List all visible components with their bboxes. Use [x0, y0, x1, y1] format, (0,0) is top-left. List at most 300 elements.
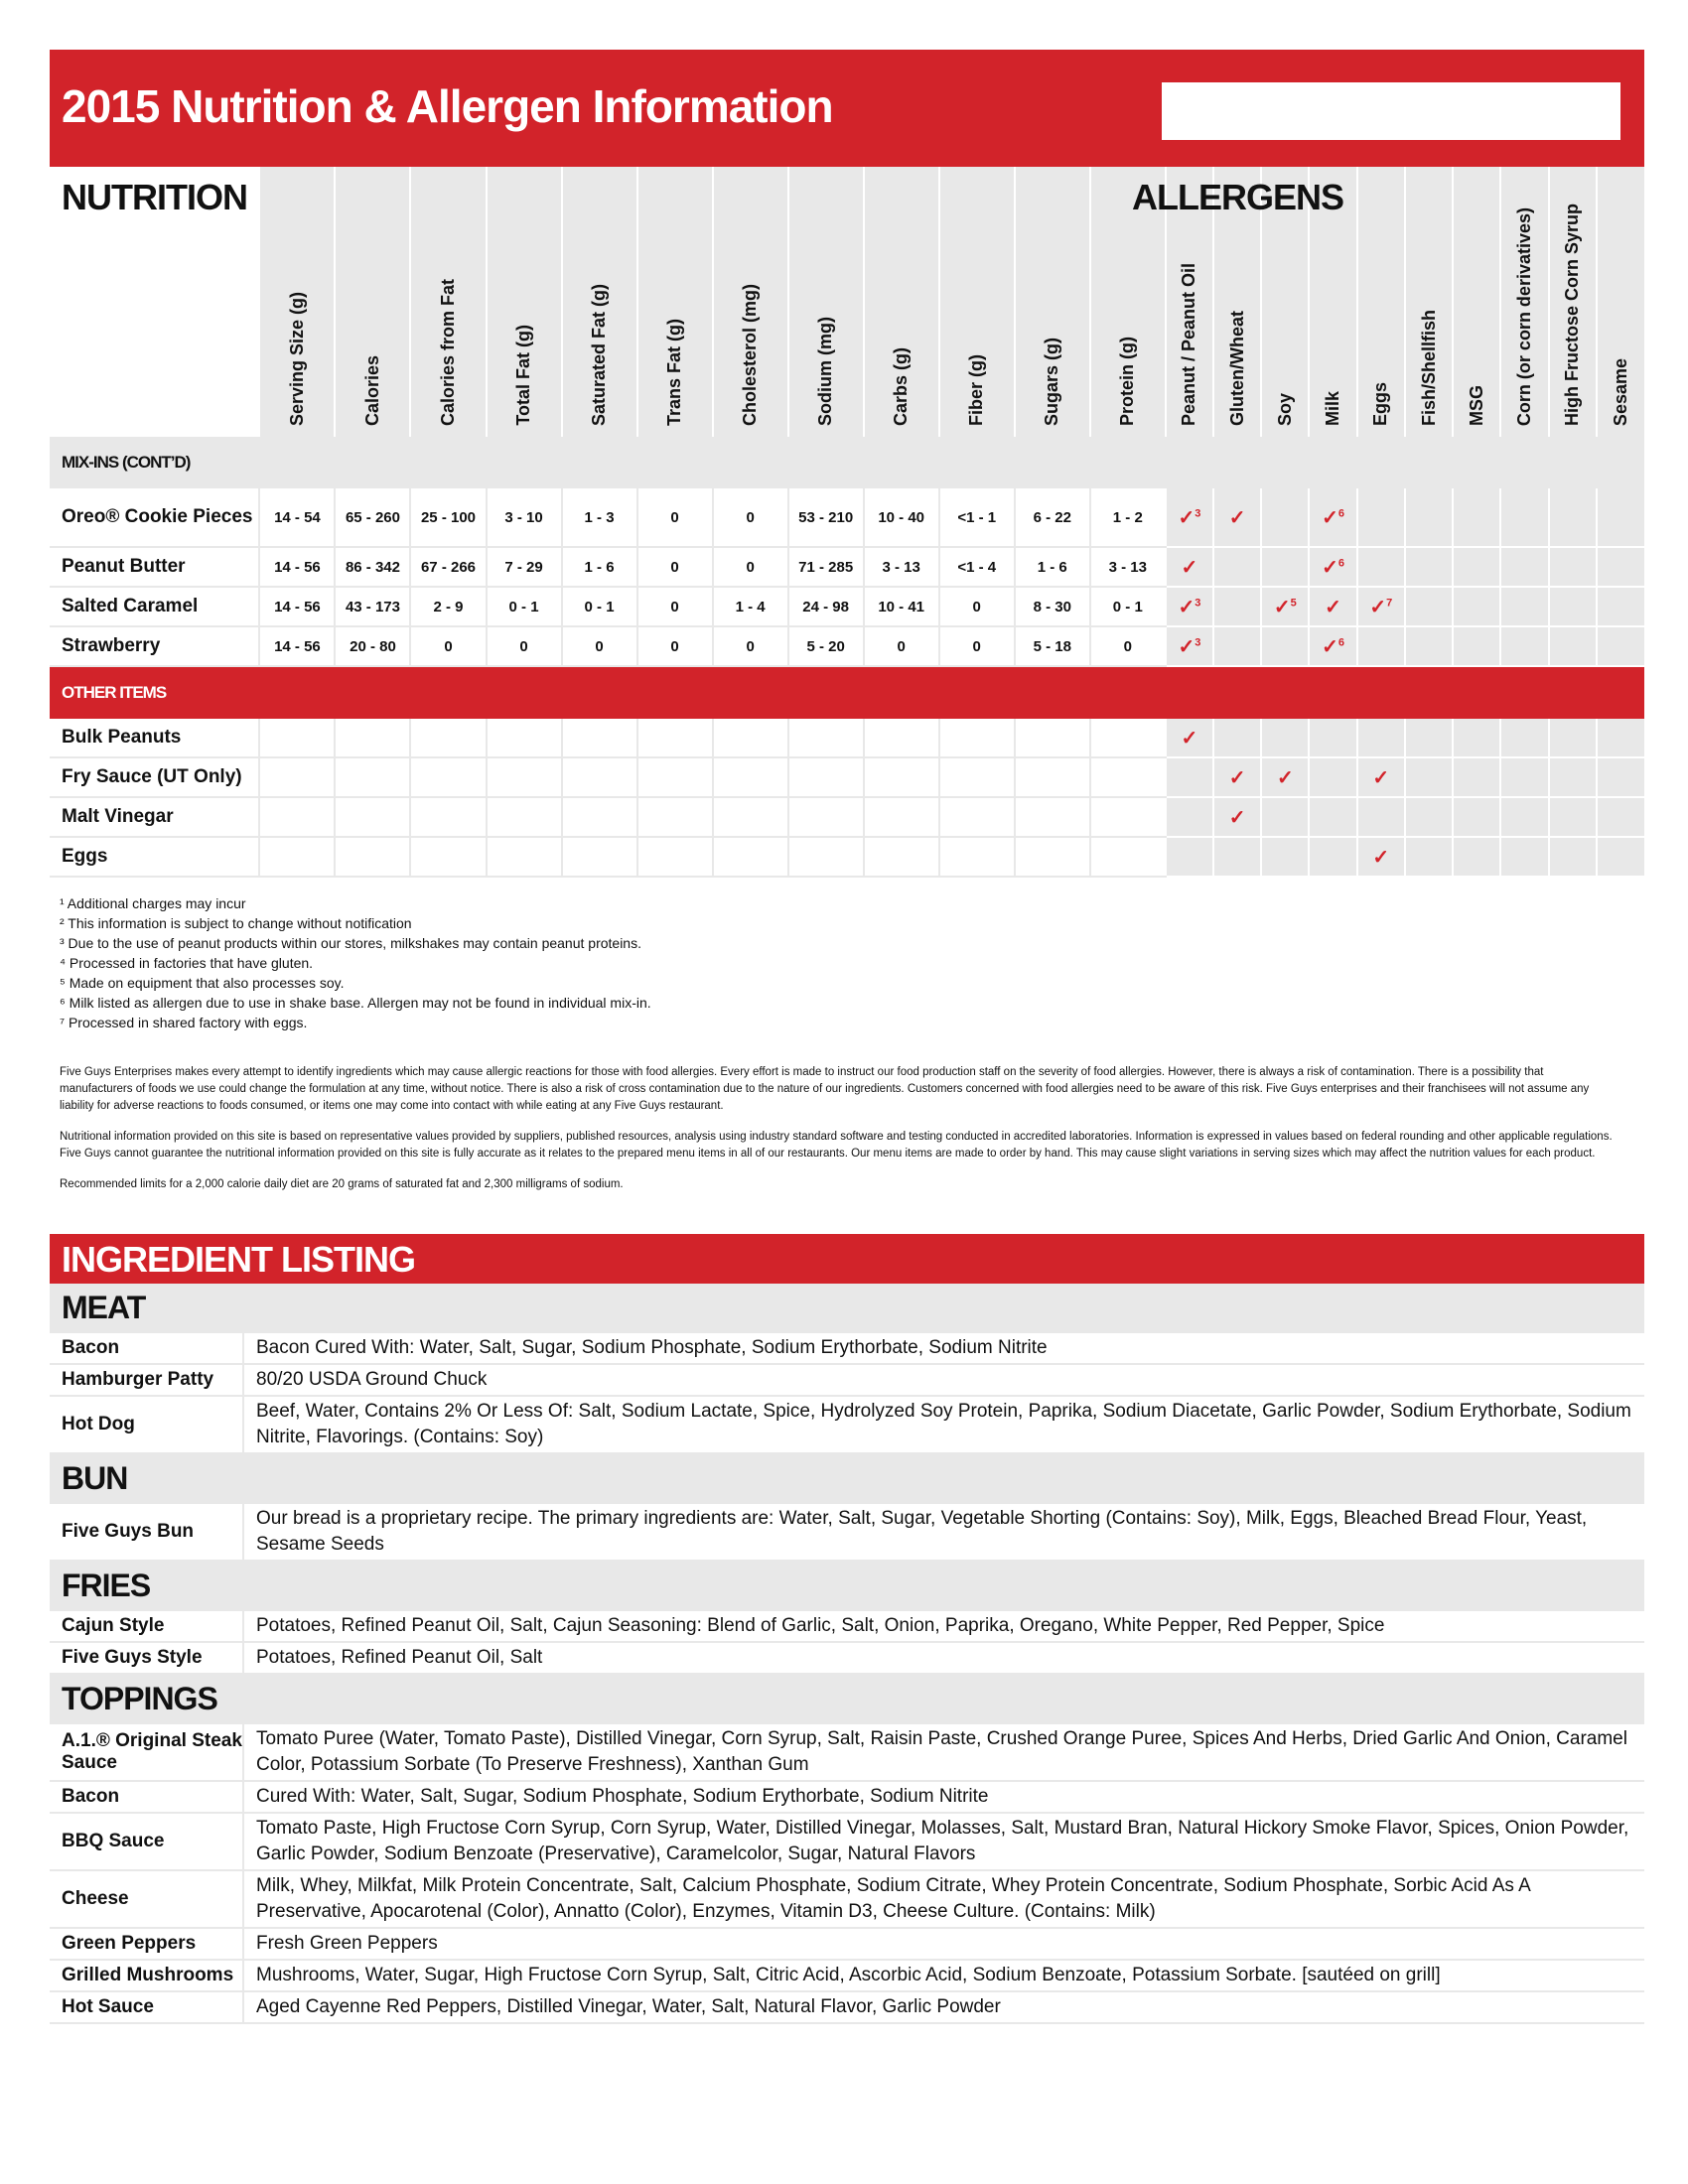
allergen-cell — [1453, 488, 1500, 547]
ingredient-row — [50, 1610, 1644, 1642]
allergen-cell — [1309, 587, 1356, 626]
allergen-cell — [1309, 837, 1356, 877]
column-label: Total Fat (g) — [513, 325, 534, 426]
nutrition-value — [864, 719, 939, 757]
allergen-cell — [1500, 797, 1548, 837]
ingredient-section — [50, 1234, 1644, 2024]
nutrition-value: 86 - 342 — [335, 547, 410, 587]
footnote-ref: 3 — [1195, 596, 1201, 609]
nutrition-value — [864, 757, 939, 797]
allergen-column-header — [1357, 167, 1405, 437]
allergen-cell — [1261, 837, 1309, 877]
ingredient-text: Tomato Paste, High Fructose Corn Syrup, Corn Syrup, Water, Distilled Vinegar, Molasses, Salt, Mustard Bran, Natural Hickory Smoke Flavor, Spices, Onion Powder, Garlic Powder, Sodium Benzoate (Preservative), Caramelcolor, Sugar, Natural Flavors — [243, 1813, 1644, 1870]
allergen-cell — [1357, 547, 1405, 587]
ingredient-heading: INGREDIENT LISTING — [50, 1234, 1644, 1284]
allergen-cell — [1597, 757, 1644, 797]
nutrition-column-header — [410, 167, 486, 437]
page-title: 2015 Nutrition & Allergen Information — [62, 80, 833, 132]
category-title: BUN — [50, 1453, 1644, 1503]
nutrition-value — [410, 719, 486, 757]
footnote-ref: 7 — [1386, 596, 1393, 609]
allergen-cell — [1213, 837, 1261, 877]
allergen-cell — [1166, 719, 1213, 757]
nutrition-value — [788, 797, 864, 837]
nutrition-value — [939, 719, 1015, 757]
nutrition-value: 1 - 6 — [1015, 547, 1090, 587]
ingredient-row — [50, 1364, 1644, 1396]
nutrition-value: 10 - 41 — [864, 587, 939, 626]
allergen-cell — [1166, 797, 1213, 837]
nutrition-value — [1090, 719, 1166, 757]
column-label: Corn (or corn derivatives) — [1513, 206, 1534, 426]
column-header-row — [50, 167, 1644, 437]
table-row — [50, 719, 1644, 757]
allergen-cell — [1309, 757, 1356, 797]
nutrition-value — [487, 757, 562, 797]
category-title: FRIES — [50, 1561, 1644, 1610]
nutrition-value: 0 — [1090, 626, 1166, 666]
allergen-cell — [1405, 626, 1453, 666]
ingredient-row — [50, 1723, 1644, 1781]
category-title: TOPPINGS — [50, 1674, 1644, 1723]
nutrition-value: 14 - 56 — [259, 626, 335, 666]
nutrition-value — [1090, 757, 1166, 797]
item-name: Malt Vinegar — [50, 797, 259, 837]
nutrition-value: 0 — [713, 488, 788, 547]
nutrition-value: 5 - 18 — [1015, 626, 1090, 666]
ingredient-name: Five Guys Style — [50, 1642, 243, 1674]
column-label: High Fructose Corn Syrup — [1562, 203, 1583, 426]
nutrition-value — [1015, 837, 1090, 877]
ingredient-text: Milk, Whey, Milkfat, Milk Protein Concentrate, Salt, Calcium Phosphate, Sodium Citrate, Whey Protein Concentrate, Sodium Phosphate, Sorbic Acid As A Preservative, Apocarotenal (Color), Annatto (Color), Enzymes, Vitamin D3, Cheese Culture. (Contains: Milk) — [243, 1870, 1644, 1928]
allergen-cell — [1500, 719, 1548, 757]
ingredient-text: Cured With: Water, Salt, Sugar, Sodium Phosphate, Sodium Erythorbate, Sodium Nitrite — [243, 1781, 1644, 1813]
nutrition-value — [788, 757, 864, 797]
ingredient-name: BBQ Sauce — [50, 1813, 243, 1870]
allergen-cell — [1213, 719, 1261, 757]
nutrition-value — [259, 797, 335, 837]
nutrition-column-header — [487, 167, 562, 437]
nutrition-value: 0 — [562, 626, 637, 666]
table-row — [50, 837, 1644, 877]
nutrition-column-header — [637, 167, 713, 437]
allergen-cell — [1549, 547, 1597, 587]
nutrition-value — [788, 837, 864, 877]
allergen-cell — [1453, 797, 1500, 837]
nutrition-value — [562, 837, 637, 877]
nutrition-value: 0 — [637, 547, 713, 587]
ingredient-name: Five Guys Bun — [50, 1503, 243, 1561]
check-icon: ✓ — [1369, 596, 1387, 618]
allergen-cell — [1357, 626, 1405, 666]
allergen-cell — [1213, 587, 1261, 626]
footnote-ref: 6 — [1337, 635, 1344, 648]
nutrition-value — [335, 837, 410, 877]
disclaimers — [60, 1064, 1618, 1207]
nutrition-value: 0 - 1 — [487, 587, 562, 626]
item-name: Eggs — [50, 837, 259, 877]
nutrition-value — [864, 797, 939, 837]
check-icon: ✓ — [1178, 596, 1196, 618]
allergen-cell — [1357, 757, 1405, 797]
nutrition-value: 14 - 54 — [259, 488, 335, 547]
nutrition-value: 0 — [637, 626, 713, 666]
allergen-column-header — [1597, 167, 1644, 437]
nutrition-value: <1 - 1 — [939, 488, 1015, 547]
nutrition-value: 0 — [410, 626, 486, 666]
ingredient-text: Tomato Puree (Water, Tomato Paste), Distilled Vinegar, Corn Syrup, Salt, Raisin Paste, Crushed Orange Puree, Spices And Herbs, Dried Garlic And Onion, Caramel Color, Potassium Sorbate (To Preserve Freshness), Xanthan Gum — [243, 1723, 1644, 1781]
ingredient-row — [50, 1642, 1644, 1674]
ingredient-name: Grilled Mushrooms — [50, 1960, 243, 1991]
check-icon: ✓ — [1372, 766, 1390, 789]
nutrition-value: 3 - 10 — [487, 488, 562, 547]
nutrition-value — [939, 797, 1015, 837]
ingredient-text: Our bread is a proprietary recipe. The primary ingredients are: Water, Salt, Sugar, Vegetable Shorting (Contains: Soy), Milk, Eggs, Bleached Bread Flour, Yeast, Sesame Seeds — [243, 1503, 1644, 1561]
column-label: Carbs (g) — [891, 346, 912, 426]
nutrition-value — [410, 757, 486, 797]
nutrition-value — [335, 797, 410, 837]
check-icon: ✓ — [1276, 766, 1294, 789]
ingredient-row — [50, 1332, 1644, 1364]
nutrition-value: 8 - 30 — [1015, 587, 1090, 626]
allergen-cell — [1405, 797, 1453, 837]
allergen-cell — [1405, 757, 1453, 797]
nutrition-column-header — [335, 167, 410, 437]
ingredient-row — [50, 1781, 1644, 1813]
nutrition-value — [562, 757, 637, 797]
footnote: ⁶ Milk listed as allergen due to use in shake base. Allergen may not be found in individual mix-in. — [60, 995, 651, 1011]
check-icon: ✓ — [1181, 556, 1198, 579]
nutrition-value: 0 — [939, 626, 1015, 666]
allergen-cell — [1213, 797, 1261, 837]
nutrition-value — [1090, 837, 1166, 877]
nutrition-value — [939, 837, 1015, 877]
nutrition-value — [562, 719, 637, 757]
check-icon: ✓ — [1178, 506, 1196, 529]
allergen-cell — [1597, 797, 1644, 837]
title-bar — [50, 50, 1644, 167]
ingredient-text: Potatoes, Refined Peanut Oil, Salt — [243, 1642, 1644, 1674]
check-icon: ✓ — [1322, 635, 1338, 658]
nutrition-table — [50, 167, 1644, 878]
nutrition-value — [487, 837, 562, 877]
ingredient-row — [50, 1960, 1644, 1991]
column-label: Sugars (g) — [1042, 337, 1062, 426]
footnote-ref: 6 — [1337, 506, 1344, 519]
nutrition-column-header — [562, 167, 637, 437]
nutrition-value: 1 - 2 — [1090, 488, 1166, 547]
allergen-cell — [1309, 547, 1356, 587]
ingredient-row — [50, 1991, 1644, 2023]
nutrition-value — [637, 757, 713, 797]
allergen-cell — [1549, 797, 1597, 837]
allergen-cell — [1500, 837, 1548, 877]
allergen-cell — [1453, 626, 1500, 666]
allergen-cell — [1213, 488, 1261, 547]
allergen-column-header — [1453, 167, 1500, 437]
table-row — [50, 797, 1644, 837]
nutrition-value: 1 - 6 — [562, 547, 637, 587]
allergen-cell — [1405, 719, 1453, 757]
ingredient-row — [50, 1928, 1644, 1960]
nutrition-value — [410, 837, 486, 877]
column-label: Sesame — [1610, 357, 1630, 426]
check-icon: ✓ — [1273, 596, 1291, 618]
nutrition-value: 14 - 56 — [259, 547, 335, 587]
allergen-cell — [1261, 547, 1309, 587]
allergen-cell — [1549, 488, 1597, 547]
category-row — [50, 1453, 1644, 1503]
item-name: Salted Caramel — [50, 587, 259, 626]
allergen-cell — [1166, 757, 1213, 797]
ingredient-row — [50, 1396, 1644, 1453]
ingredient-text: Mushrooms, Water, Sugar, High Fructose Corn Syrup, Salt, Citric Acid, Ascorbic Acid, Sodium Benzoate, Potassium Sorbate. [sautéed on grill] — [243, 1960, 1644, 1991]
allergen-cell — [1166, 837, 1213, 877]
nutrition-value — [713, 797, 788, 837]
ingredient-name: Bacon — [50, 1332, 243, 1364]
ingredient-row — [50, 1503, 1644, 1561]
nutrition-value: 43 - 173 — [335, 587, 410, 626]
nutrition-column-header — [864, 167, 939, 437]
allergen-cell — [1261, 797, 1309, 837]
disclaimer-paragraph: Recommended limits for a 2,000 calorie daily diet are 20 grams of saturated fat and 2,300 milligrams of sodium. — [60, 1178, 624, 1190]
nutrition-value — [259, 719, 335, 757]
column-label: Soy — [1274, 392, 1295, 426]
nutrition-value: 0 — [713, 547, 788, 587]
item-name: Fry Sauce (UT Only) — [50, 757, 259, 797]
allergen-cell — [1549, 587, 1597, 626]
nutrition-value: 1 - 4 — [713, 587, 788, 626]
allergen-cell — [1549, 719, 1597, 757]
allergen-cell — [1597, 547, 1644, 587]
allergen-cell — [1405, 837, 1453, 877]
column-label: Calories — [361, 354, 382, 426]
nutrition-value: 0 — [637, 587, 713, 626]
allergen-cell — [1357, 719, 1405, 757]
ingredient-name: Cajun Style — [50, 1610, 243, 1642]
column-label: Trans Fat (g) — [664, 318, 685, 426]
allergens-heading: ALLERGENS — [1132, 177, 1344, 217]
allergen-cell — [1357, 488, 1405, 547]
nutrition-value: 5 - 20 — [788, 626, 864, 666]
nutrition-value — [713, 719, 788, 757]
section-title: MIX-INS (CONT’D) — [50, 437, 1644, 488]
column-label: Gluten/Wheat — [1226, 311, 1247, 426]
nutrition-value: 25 - 100 — [410, 488, 486, 547]
allergen-cell — [1500, 587, 1548, 626]
item-name: Peanut Butter — [50, 547, 259, 587]
footnote: ⁴ Processed in factories that have gluten. — [60, 955, 314, 971]
table-row — [50, 587, 1644, 626]
column-label: Saturated Fat (g) — [589, 283, 610, 426]
item-name: Bulk Peanuts — [50, 719, 259, 757]
table-row — [50, 626, 1644, 666]
nutrition-value: <1 - 4 — [939, 547, 1015, 587]
nutrition-column-header — [259, 167, 335, 437]
nutrition-value — [410, 797, 486, 837]
footnote: ³ Due to the use of peanut products within our stores, milkshakes may contain peanut proteins. — [60, 935, 641, 951]
nutrition-value — [713, 837, 788, 877]
nutrition-value — [335, 719, 410, 757]
nutrition-value: 2 - 9 — [410, 587, 486, 626]
check-icon: ✓ — [1228, 806, 1246, 829]
check-icon: ✓ — [1178, 635, 1196, 658]
nutrition-value: 65 - 260 — [335, 488, 410, 547]
nutrition-value — [259, 757, 335, 797]
allergen-cell — [1500, 488, 1548, 547]
section-title: OTHER ITEMS — [50, 666, 1644, 719]
ingredient-name: Hamburger Patty — [50, 1364, 243, 1396]
allergen-cell — [1213, 757, 1261, 797]
nutrition-value — [259, 837, 335, 877]
ingredient-name: Bacon — [50, 1781, 243, 1813]
table-row — [50, 547, 1644, 587]
allergen-cell — [1261, 626, 1309, 666]
allergen-column-header — [1500, 167, 1548, 437]
allergen-cell — [1597, 719, 1644, 757]
allergen-cell — [1261, 488, 1309, 547]
allergen-cell — [1166, 626, 1213, 666]
column-label: Protein (g) — [1117, 337, 1138, 426]
nutrition-value — [939, 757, 1015, 797]
check-icon: ✓ — [1322, 506, 1338, 529]
nutrition-value: 0 — [939, 587, 1015, 626]
column-label: Peanut / Peanut Oil — [1179, 262, 1199, 426]
ingredient-row — [50, 1870, 1644, 1928]
ingredient-row — [50, 1813, 1644, 1870]
section-row — [50, 666, 1644, 719]
allergen-column-header — [1549, 167, 1597, 437]
ingredient-name: Hot Sauce — [50, 1991, 243, 2023]
nutrition-value: 24 - 98 — [788, 587, 864, 626]
nutrition-value — [637, 719, 713, 757]
nutrition-value — [713, 757, 788, 797]
column-label: Sodium (mg) — [815, 317, 836, 426]
ingredient-name: Green Peppers — [50, 1928, 243, 1960]
ingredient-text: Potatoes, Refined Peanut Oil, Salt, Cajun Seasoning: Blend of Garlic, Salt, Onion, Paprika, Oregano, White Pepper, Red Pepper, Spice — [243, 1610, 1644, 1642]
item-name: Oreo® Cookie Pieces — [50, 488, 259, 547]
nutrition-value: 67 - 266 — [410, 547, 486, 587]
allergen-cell — [1309, 797, 1356, 837]
allergen-cell — [1357, 587, 1405, 626]
check-icon: ✓ — [1372, 846, 1390, 869]
ingredient-text: Fresh Green Peppers — [243, 1928, 1644, 1960]
ingredient-name: A.1.® Original Steak Sauce — [50, 1723, 243, 1781]
allergen-cell — [1500, 626, 1548, 666]
check-icon: ✓ — [1325, 596, 1341, 618]
allergen-cell — [1357, 837, 1405, 877]
allergen-cell — [1500, 757, 1548, 797]
nutrition-value: 0 — [637, 488, 713, 547]
allergen-cell — [1309, 719, 1356, 757]
allergen-cell — [1597, 837, 1644, 877]
allergen-cell — [1549, 837, 1597, 877]
allergen-cell — [1453, 719, 1500, 757]
allergen-cell — [1309, 488, 1356, 547]
nutrition-value — [1015, 797, 1090, 837]
allergen-cell — [1166, 547, 1213, 587]
footnote-ref: 3 — [1195, 506, 1201, 519]
table-row — [50, 488, 1644, 547]
ingredient-name: Hot Dog — [50, 1396, 243, 1453]
allergen-cell — [1597, 488, 1644, 547]
nutrition-value — [864, 837, 939, 877]
section-row — [50, 437, 1644, 488]
nutrition-value: 10 - 40 — [864, 488, 939, 547]
nutrition-value: 0 - 1 — [1090, 587, 1166, 626]
nutrition-value — [487, 797, 562, 837]
nutrition-value — [637, 837, 713, 877]
allergen-cell — [1213, 547, 1261, 587]
allergen-cell — [1597, 626, 1644, 666]
nutrition-value: 0 - 1 — [562, 587, 637, 626]
allergen-cell — [1405, 547, 1453, 587]
category-title: MEAT — [50, 1284, 1644, 1332]
nutrition-value: 3 - 13 — [1090, 547, 1166, 587]
check-icon: ✓ — [1228, 766, 1246, 789]
nutrition-value — [788, 719, 864, 757]
disclaimer-paragraph: Nutritional information provided on this site is based on representative values provided by suppliers, published resources, analysis using industry standard software and testing conducted in accredited laboratories. Information is expressed in values based on federal rounding and other applicable regulations. Five Guys cannot guarantee the nutritional information provided on this site is fully accurate as it relates to the prepared menu items in all of our restaurants. Our menu items are made to order by hand. This may cause slight variations in serving sizes which may affect the nutrition values for each product. — [60, 1131, 1613, 1160]
allergen-cell — [1453, 837, 1500, 877]
nutrition-value: 71 - 285 — [788, 547, 864, 587]
nutrition-value — [335, 757, 410, 797]
footnote-ref: 3 — [1195, 635, 1201, 648]
allergen-cell — [1261, 587, 1309, 626]
ingredient-text: Aged Cayenne Red Peppers, Distilled Vinegar, Water, Salt, Natural Flavor, Garlic Powder — [243, 1991, 1644, 2023]
nutrition-value: 0 — [864, 626, 939, 666]
allergen-cell — [1453, 757, 1500, 797]
allergen-cell — [1453, 587, 1500, 626]
category-row — [50, 1284, 1644, 1332]
nutrition-value: 53 - 210 — [788, 488, 864, 547]
column-label: Fish/Shellfish — [1418, 309, 1439, 426]
nutrition-value: 1 - 3 — [562, 488, 637, 547]
allergen-cell — [1166, 587, 1213, 626]
allergen-cell — [1405, 587, 1453, 626]
allergen-cell — [1261, 757, 1309, 797]
nutrition-column-header — [713, 167, 788, 437]
nutrition-value — [487, 719, 562, 757]
allergen-column-header — [1405, 167, 1453, 437]
allergen-cell — [1500, 547, 1548, 587]
category-row — [50, 1674, 1644, 1723]
ingredient-text: 80/20 USDA Ground Chuck — [243, 1364, 1644, 1396]
nutrition-value: 3 - 13 — [864, 547, 939, 587]
allergen-cell — [1357, 797, 1405, 837]
table-row — [50, 757, 1644, 797]
nutrition-value: 7 - 29 — [487, 547, 562, 587]
footnote: ² This information is subject to change without notification — [60, 915, 412, 931]
column-label: Fiber (g) — [966, 354, 987, 426]
ingredient-text: Bacon Cured With: Water, Salt, Sugar, Sodium Phosphate, Sodium Erythorbate, Sodium Nitrite — [243, 1332, 1644, 1364]
nutrition-value — [562, 797, 637, 837]
allergen-cell — [1309, 626, 1356, 666]
nutrition-column-header — [939, 167, 1015, 437]
allergen-cell — [1453, 547, 1500, 587]
allergen-cell — [1597, 587, 1644, 626]
column-label: Milk — [1323, 390, 1343, 426]
item-name: Strawberry — [50, 626, 259, 666]
column-label: MSG — [1466, 384, 1486, 426]
nutrition-value — [637, 797, 713, 837]
allergen-cell — [1166, 488, 1213, 547]
nutrition-value: 0 — [713, 626, 788, 666]
allergen-cell — [1261, 719, 1309, 757]
category-row — [50, 1561, 1644, 1610]
nutrition-value: 20 - 80 — [335, 626, 410, 666]
column-label: Serving Size (g) — [286, 291, 307, 426]
nutrition-value — [1015, 757, 1090, 797]
